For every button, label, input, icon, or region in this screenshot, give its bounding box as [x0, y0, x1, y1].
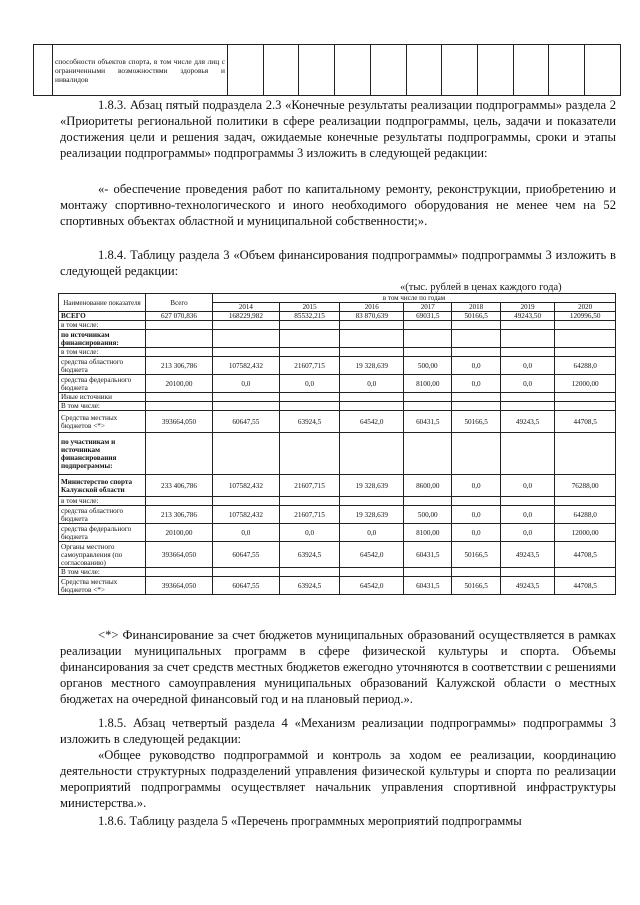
table-row — [59, 433, 616, 475]
table-cell: 8600,00 — [404, 475, 452, 497]
table-cell — [404, 348, 452, 357]
table-cell — [340, 348, 404, 357]
table-cell: 49243,5 — [500, 542, 555, 568]
table-cell — [555, 402, 616, 411]
table-row — [59, 506, 616, 524]
table-cell — [500, 348, 555, 357]
row-label: в том числе: — [59, 497, 146, 506]
table-row — [59, 348, 616, 357]
table-cell: 21607,715 — [279, 506, 340, 524]
table-cell: 8100,00 — [404, 375, 452, 393]
table-cell: 64288,0 — [555, 357, 616, 375]
table-cell: 0,0 — [500, 475, 555, 497]
header-year: 2015 — [279, 303, 340, 312]
table-cell — [404, 497, 452, 506]
table-row — [59, 357, 616, 375]
table-cell: 49243,50 — [500, 312, 555, 321]
table-cell: 107582,432 — [213, 506, 280, 524]
table-cell: 393664,050 — [146, 411, 213, 433]
table-row — [59, 497, 616, 506]
table-cell — [213, 393, 280, 402]
table-cell: 21607,715 — [279, 475, 340, 497]
table-cell: 12000,00 — [555, 375, 616, 393]
table-cell — [555, 393, 616, 402]
table-cell — [213, 433, 280, 475]
table-cell: 0,0 — [500, 524, 555, 542]
table-row — [59, 577, 616, 595]
table-cell — [500, 497, 555, 506]
table-row — [59, 321, 616, 330]
table-cell — [452, 393, 500, 402]
paragraph-1-8-6: 1.8.6. Таблицу раздела 5 «Перечень программных мероприятий подпрограммы — [98, 814, 522, 828]
table-cell: 0,0 — [279, 524, 340, 542]
table-cell: 107582,432 — [213, 475, 280, 497]
row-label: средства областного бюджета — [59, 357, 146, 375]
table-cell — [500, 321, 555, 330]
row-label: в том числе: — [59, 321, 146, 330]
table-cell — [146, 568, 213, 577]
table-cell — [146, 393, 213, 402]
table-cell: 63924,5 — [279, 542, 340, 568]
table-cell — [213, 348, 280, 357]
table-header-row — [59, 294, 616, 303]
row-label: Средства местных бюджетов <*> — [59, 411, 146, 433]
table-cell: 21607,715 — [279, 357, 340, 375]
table-cell: 60431,5 — [404, 411, 452, 433]
table-cell: 233 406,786 — [146, 475, 213, 497]
table-cell — [500, 568, 555, 577]
table-cell — [279, 393, 340, 402]
table-cell: 20100,00 — [146, 524, 213, 542]
table-row — [59, 475, 616, 497]
table-cell — [555, 568, 616, 577]
table-cell — [404, 402, 452, 411]
table-cell: 500,00 — [404, 506, 452, 524]
table-cell — [340, 330, 404, 348]
table-cell — [146, 402, 213, 411]
paragraph-1-8-5: 1.8.5. Абзац четвертый раздела 4 «Механизм реализации подпрограммы» подпрограммы 3 изложить в следующей редакции: — [60, 716, 616, 746]
table-cell — [555, 497, 616, 506]
table-cell — [340, 568, 404, 577]
header-year: 2014 — [213, 303, 280, 312]
table-cell: 49243,5 — [500, 577, 555, 595]
table-cell — [279, 402, 340, 411]
table-cell: 0,0 — [340, 524, 404, 542]
table-cell — [452, 321, 500, 330]
table-cell: 85532,215 — [279, 312, 340, 321]
paragraph-1-8-3: 1.8.3. Абзац пятый подраздела 2.3 «Конечные результаты реализации подпрограммы» раздела 2 «Приоритеты региональной политики в сфере реализации подпрограммы, цель, задачи и показатели достижения цели и решения задач, ожидаемые конечные результаты подпрограммы, сроки и этапы реализации подпрограммы» подпрограммы 3 изложить в следующей редакции: — [60, 98, 616, 160]
table-cell: 0,0 — [213, 375, 280, 393]
paragraph-1-8-5-quote: «Общее руководство подпрограммой и контроль за ходом ее реализации, координацию деятельности структурных подразделений управления физической культуры и спорта по реализации мероприятий подпрограммы осуществляет начальник управления спортивной инфраструктуры министерства.». — [60, 748, 616, 810]
table-cell: 50166,5 — [452, 542, 500, 568]
paragraph-1-8-3-quote: «- обеспечение проведения работ по капитальному ремонту, реконструкции, приобретению и монтажу спортивно-технологического и иного необходимого оборудования не менее чем на 52 спортивных объектах областной и муниципальной собственности;». — [60, 182, 616, 228]
table-cell: 120996,50 — [555, 312, 616, 321]
header-year: 2017 — [404, 303, 452, 312]
table-cell — [404, 568, 452, 577]
row-label: средства федерального бюджета — [59, 375, 146, 393]
table-cell — [279, 348, 340, 357]
table-cell: 0,0 — [279, 375, 340, 393]
table-cell: 0,0 — [452, 506, 500, 524]
row-label: средства федерального бюджета — [59, 524, 146, 542]
table-cell — [404, 433, 452, 475]
table-row — [59, 524, 616, 542]
table-cell — [146, 348, 213, 357]
footnote: <*> Финансирование за счет бюджетов муниципальных образований осуществляется в рамках реализации муниципальных программ в сфере физической культуры и спорта. Объемы финансирования за счет средств местных бюджетов ежегодно уточняются в соответствии с решениями органов местного самоуправления муниципальных образований Калужской области о местных бюджетах на очередной финансовый год и на плановый период.». — [60, 628, 616, 706]
table-cell: 64542,0 — [340, 542, 404, 568]
table-cell: 19 328,639 — [340, 506, 404, 524]
unit-note: «(тыс. рублей в ценах каждого года) — [400, 282, 562, 293]
table-cell: 50166,5 — [452, 312, 500, 321]
header-name: Наименование показателя — [59, 294, 146, 312]
table-cell — [500, 330, 555, 348]
table-cell — [555, 330, 616, 348]
table-cell: 64542,0 — [340, 411, 404, 433]
header-total: Всего — [146, 294, 213, 312]
row-label: В том числе: — [59, 568, 146, 577]
table-cell — [452, 568, 500, 577]
table-cell: 500,00 — [404, 357, 452, 375]
table-row — [59, 312, 616, 321]
table-cell — [146, 497, 213, 506]
row-label: Иные источники — [59, 393, 146, 402]
table-cell: 627 070,836 — [146, 312, 213, 321]
table-cell: 60647,55 — [213, 577, 280, 595]
table-cell — [213, 568, 280, 577]
table-cell: 60647,55 — [213, 542, 280, 568]
table-cell: 213 306,786 — [146, 506, 213, 524]
row-label: Средства местных бюджетов <*> — [59, 577, 146, 595]
table-cell: 0,0 — [452, 475, 500, 497]
header-year: 2018 — [452, 303, 500, 312]
table-cell — [279, 497, 340, 506]
table-cell: 44708,5 — [555, 577, 616, 595]
table-cell: 69031,5 — [404, 312, 452, 321]
table-cell: 393664,050 — [146, 577, 213, 595]
row-label: ВСЕГО — [59, 312, 146, 321]
table-row — [59, 411, 616, 433]
table-cell: 0,0 — [500, 357, 555, 375]
table-cell — [340, 402, 404, 411]
table-cell: 0,0 — [452, 375, 500, 393]
table-row — [59, 375, 616, 393]
table-cell — [500, 402, 555, 411]
table-cell: 44708,5 — [555, 411, 616, 433]
financing-table — [58, 293, 616, 595]
table-cell: 8100,00 — [404, 524, 452, 542]
table-cell — [452, 402, 500, 411]
table-cell — [213, 330, 280, 348]
table-cell: 0,0 — [452, 357, 500, 375]
table-cell — [555, 348, 616, 357]
table-cell — [146, 433, 213, 475]
table-cell: 60431,5 — [404, 577, 452, 595]
table-cell — [452, 330, 500, 348]
row-label: В том числе: — [59, 402, 146, 411]
table-cell: 50166,5 — [452, 411, 500, 433]
table-cell: 107582,432 — [213, 357, 280, 375]
table-cell: 63924,5 — [279, 577, 340, 595]
table-row — [59, 542, 616, 568]
table-cell: 63924,5 — [279, 411, 340, 433]
table-cell: 213 306,786 — [146, 357, 213, 375]
table-cell: 49243,5 — [500, 411, 555, 433]
table-cell — [340, 393, 404, 402]
table-cell — [340, 321, 404, 330]
table-cell — [146, 330, 213, 348]
header-year: 2016 — [340, 303, 404, 312]
header-year: 2020 — [555, 303, 616, 312]
table-row — [59, 330, 616, 348]
table-cell — [404, 330, 452, 348]
table-cell — [555, 321, 616, 330]
table-cell: 60647,55 — [213, 411, 280, 433]
table-cell — [500, 433, 555, 475]
table-cell — [279, 433, 340, 475]
table-cell — [279, 330, 340, 348]
table-cell — [340, 497, 404, 506]
table-cell: 0,0 — [452, 524, 500, 542]
table-row — [34, 45, 621, 96]
table-cell: 76288,00 — [555, 475, 616, 497]
table-cell — [555, 433, 616, 475]
table-cell — [500, 393, 555, 402]
table-cell: 168229,982 — [213, 312, 280, 321]
table-cell: 60431,5 — [404, 542, 452, 568]
table-cell — [452, 497, 500, 506]
table-cell: 44708,5 — [555, 542, 616, 568]
table-cell — [404, 393, 452, 402]
table-cell — [452, 348, 500, 357]
table-cell — [213, 497, 280, 506]
table-cell — [146, 321, 213, 330]
table-cell: 19 328,639 — [340, 357, 404, 375]
table-cell — [340, 433, 404, 475]
table-cell — [279, 568, 340, 577]
table-cell — [404, 321, 452, 330]
row-label: средства областного бюджета — [59, 506, 146, 524]
table-cell: 64542,0 — [340, 577, 404, 595]
table-row — [59, 393, 616, 402]
table-cell: 19 328,639 — [340, 475, 404, 497]
row-label: Органы местного самоуправления (по согласованию) — [59, 542, 146, 568]
row-label: по участникам и источникам финансирования подпрограммы: — [59, 433, 146, 475]
table-cell: 12000,00 — [555, 524, 616, 542]
table-cell-description: способности объектов спорта, в том числе для лиц с ограниченными возможностями здоровья и инвалидов — [53, 45, 228, 96]
table-cell: 20100,00 — [146, 375, 213, 393]
table-cell — [213, 402, 280, 411]
paragraph-1-8-4: 1.8.4. Таблицу раздела 3 «Объем финансирования подпрограммы» подпрограммы 3 изложить в следующей редакции: — [60, 248, 616, 278]
table-cell — [452, 433, 500, 475]
table-row — [59, 568, 616, 577]
table-cell: 64288,0 — [555, 506, 616, 524]
table-cell — [213, 321, 280, 330]
table-cell: 0,0 — [340, 375, 404, 393]
row-label: по источникам финансирования: — [59, 330, 146, 348]
header-year: 2019 — [500, 303, 555, 312]
table-cell: 0,0 — [213, 524, 280, 542]
row-label: Министерство спорта Калужской области — [59, 475, 146, 497]
row-label: в том числе: — [59, 348, 146, 357]
table-row — [59, 402, 616, 411]
table-cell: 393664,050 — [146, 542, 213, 568]
table-cell — [279, 321, 340, 330]
table-cell: 0,0 — [500, 375, 555, 393]
top-table-fragment — [33, 44, 621, 96]
header-by-years: в том числе по годам — [213, 294, 616, 303]
table-cell: 50166,5 — [452, 577, 500, 595]
table-cell: 0,0 — [500, 506, 555, 524]
table-cell: 83 870,639 — [340, 312, 404, 321]
